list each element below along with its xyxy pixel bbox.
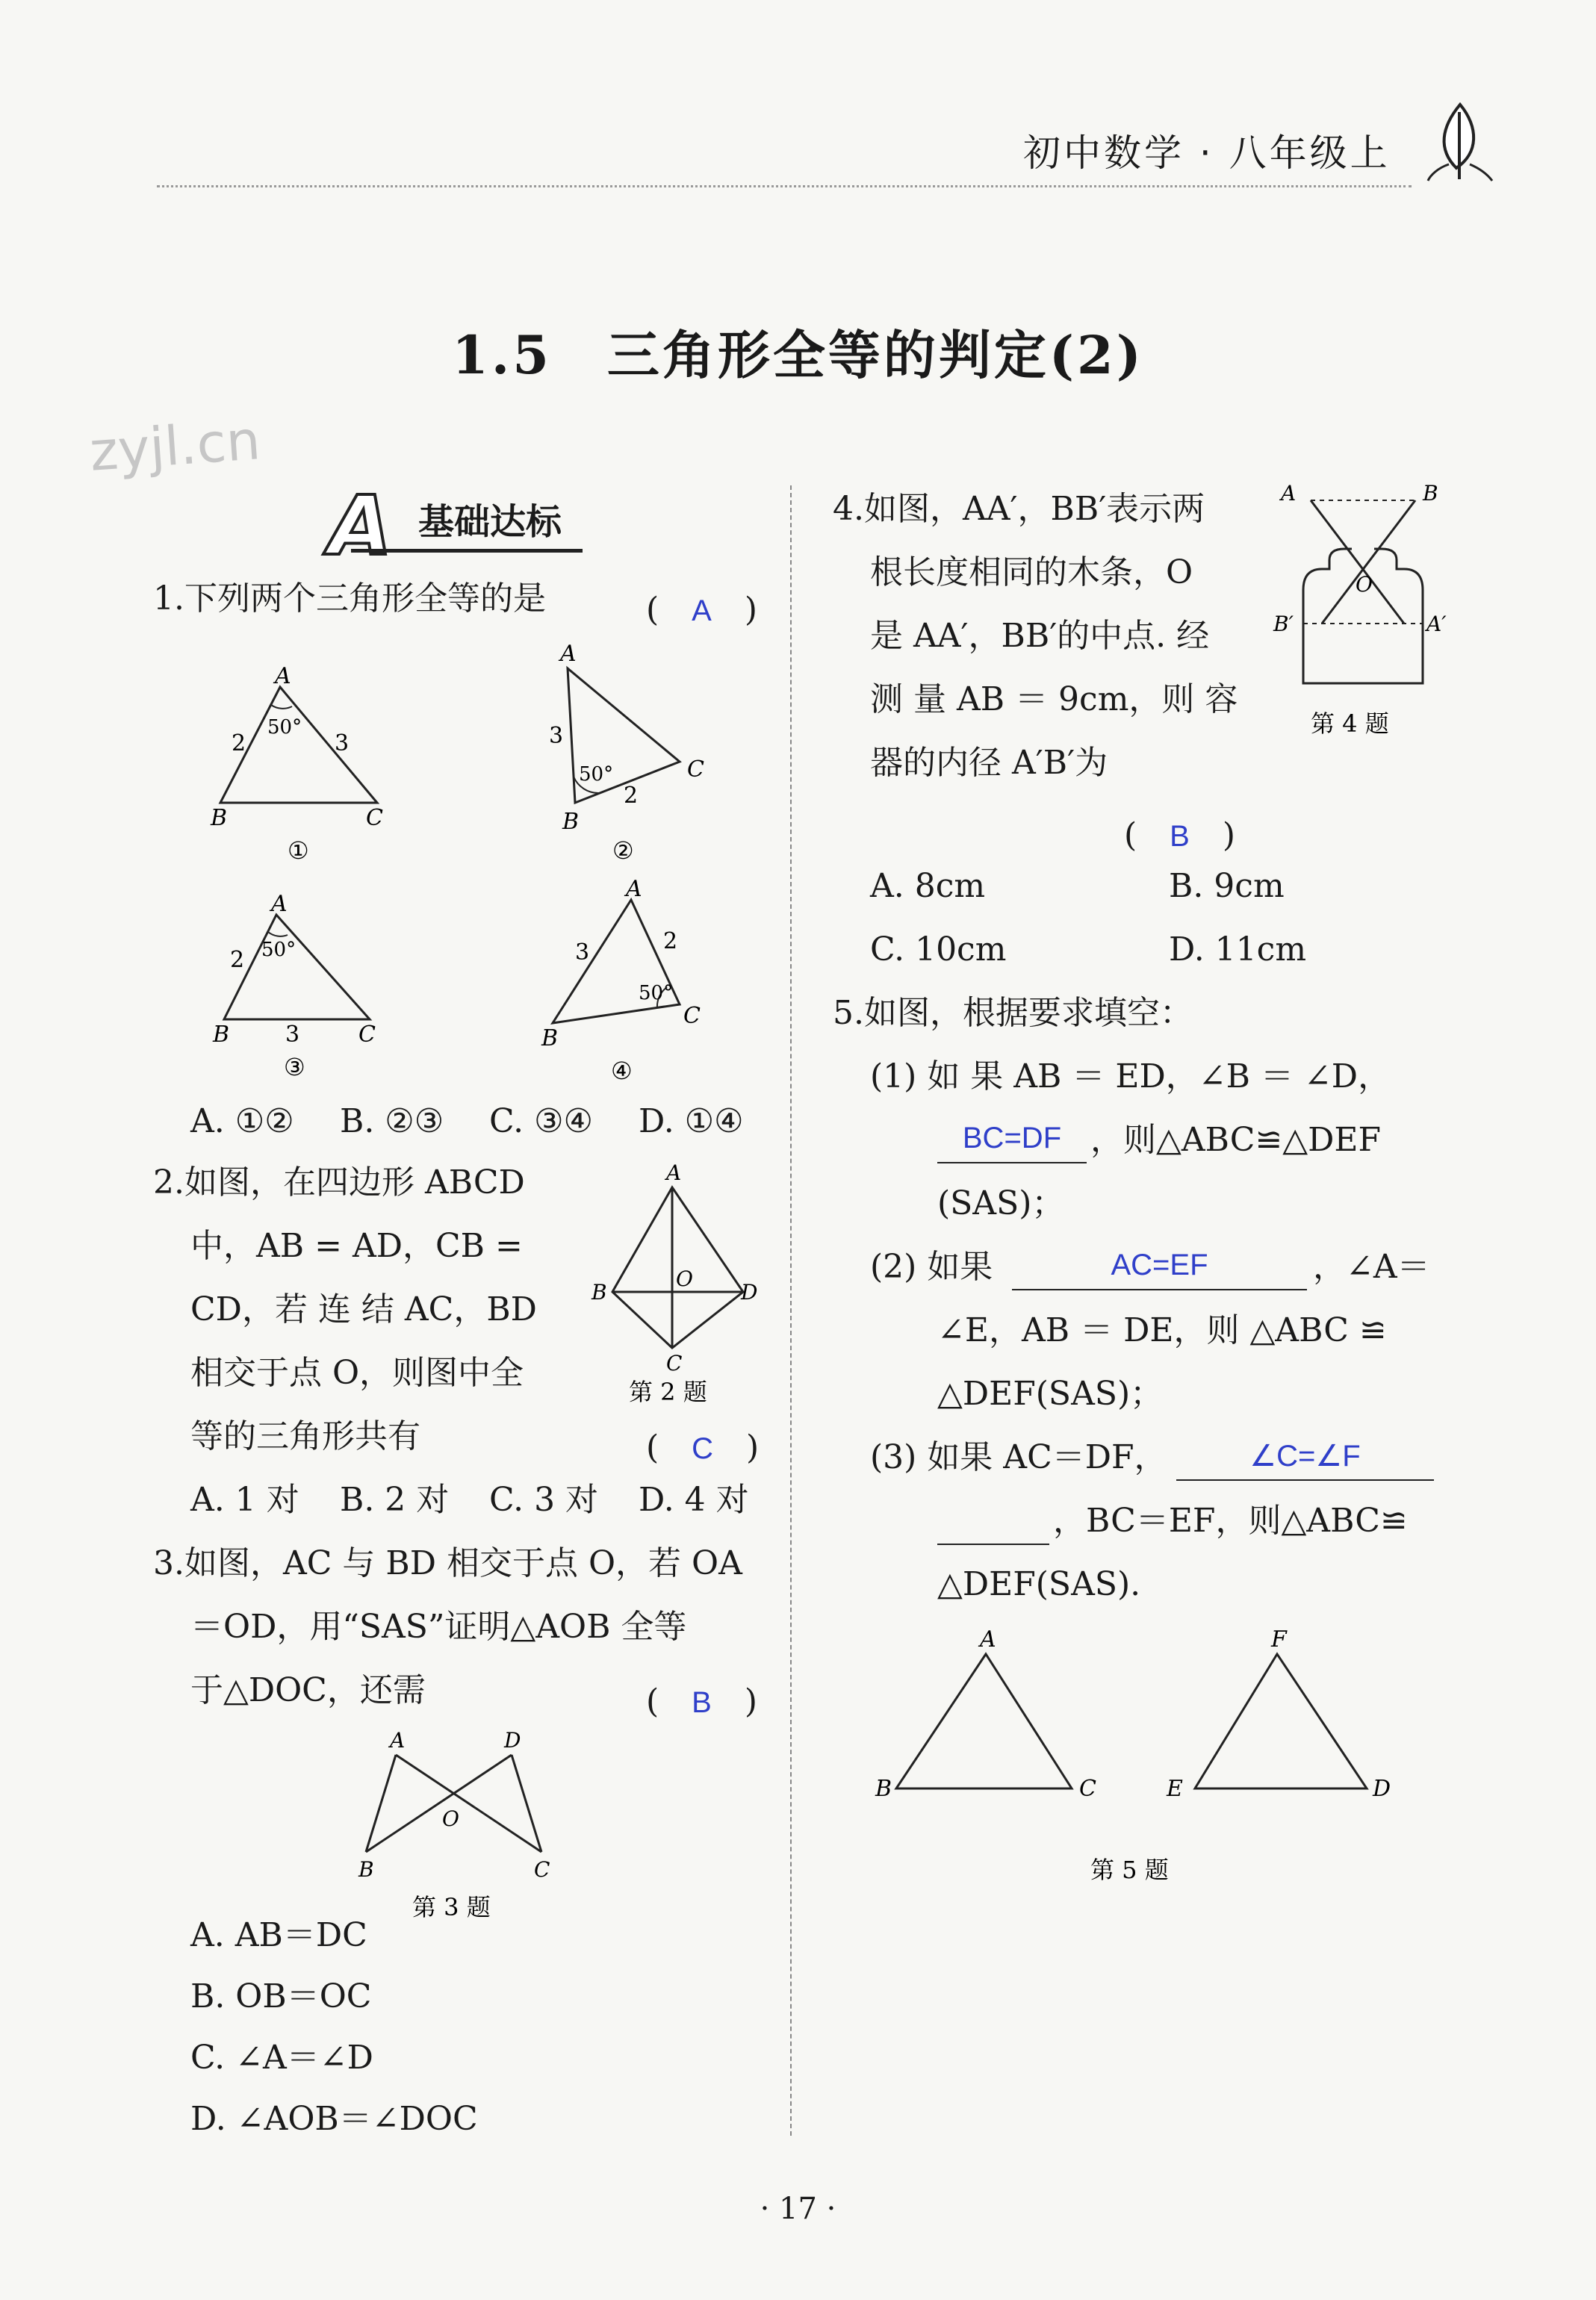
q2-caption: 第 2 题 [629,1378,707,1406]
q1-answer-bracket: ( A ) [646,591,758,629]
q1f1-angle: 50° [267,716,302,739]
q5-part1-answer: BC=DF [962,1122,1062,1154]
q2-option-c: C. 3 对 [489,1481,599,1519]
q2-label-b: B [591,1280,607,1305]
q1f2-caption: ② [612,836,634,865]
q4-line-3: 是 AA′，BB′的中点. 经 [870,617,1210,655]
q1f4-label-a: A [626,876,642,902]
q5-figure [859,1620,1441,1900]
q4-option-b: B. 9cm [1169,867,1285,905]
q3-label-c: C [534,1857,550,1882]
q2-answer: C [692,1432,714,1465]
header-title: 初中数学 · 八年级上 [1023,131,1391,175]
q5-label-f: F [1271,1626,1287,1653]
q5-part2-prefix: (2) 如果 [870,1248,993,1286]
section-letter: A [329,478,393,574]
section-title: 基础达标 [418,501,562,543]
q1f1-side-ab: 2 [232,730,246,756]
q1f4-caption: ④ [611,1057,633,1085]
q5-part3-line3: △DEF(SAS). [937,1565,1141,1603]
section-underline [351,549,583,553]
q2-line-1: 2.如图，在四边形 ABCD [153,1163,525,1202]
q3-answer-bracket: ( B ) [646,1682,758,1721]
q5-label-b: B [875,1776,892,1802]
q1f1-label-a: A [275,665,291,689]
q4-line-4: 测 量 AB ＝ 9cm，则 容 [870,680,1238,718]
q5-caption: 第 5 题 [1090,1856,1169,1884]
q1f3-side-bc: 3 [285,1022,300,1048]
q5-stem: 5.如图，根据要求填空： [833,994,1193,1032]
q1-stem: 1.下列两个三角形全等的是 [153,579,546,618]
q4-option-a: A. 8cm [870,867,986,905]
q1f3-angle: 50° [261,939,296,961]
q4-label-o: O [1356,572,1373,597]
q1-option-b: B. ②③ [340,1102,444,1140]
q4-label-b: B [1423,481,1438,506]
q3-label-b: B [358,1857,374,1882]
q1-option-c: C. ③④ [489,1102,593,1140]
q1-answer: A [692,594,712,627]
q1-figure-1 [202,665,396,884]
q1f3-label-c: C [358,1022,376,1048]
q1f3-caption: ③ [284,1053,305,1081]
q5-part2-line3: △DEF(SAS)； [937,1375,1164,1413]
q2-answer-bracket: ( C ) [646,1429,760,1467]
q1-option-a: A. ①② [190,1102,294,1140]
q5-part2-blank [1012,1249,1307,1290]
header-rule [157,185,1412,187]
q3-label-o: O [442,1806,459,1831]
q2-label-c: C [666,1351,683,1376]
q3-option-b: B. OB＝OC [190,1977,372,2015]
q2-line-2: 中，AB = AD，CB = [190,1227,523,1265]
q1f4-label-c: C [683,1003,701,1029]
q1f3-side-ab: 2 [230,947,245,973]
q5-part2-answer: AC=EF [1111,1249,1208,1281]
q1f1-caption: ① [288,836,309,865]
q1f2-label-c: C [687,756,704,783]
q1f2-angle: 50° [579,763,614,786]
q1f1-label-c: C [366,805,383,831]
q1f3-label-a: A [271,891,288,917]
q3-line-1: 3.如图，AC 与 BD 相交于点 O，若 OA [153,1544,742,1582]
q5-part2-line2: ∠E，AB ＝ DE，则 △ABC ≌ [937,1311,1387,1349]
page-title: 1.5 三角形全等的判定(2) [452,324,1144,386]
q1f4-side-ac: 2 [663,928,678,954]
q1-option-d: D. ①④ [639,1102,744,1140]
watermark: zyjl.cn [87,408,263,483]
q1-figure-4 [530,874,724,1101]
q3-option-d: D. ∠AOB＝∠DOC [190,2100,478,2138]
q1f2-label-a: A [560,641,577,667]
q2-label-o: O [676,1266,693,1291]
q5-part3-prefix: (3) 如果 AC＝DF， [870,1438,1167,1476]
q5-part3-answer: ∠C=∠F [1249,1440,1361,1473]
q1f1-side-ac: 3 [335,730,350,756]
q1-figure-2 [538,635,724,884]
q5-label-d: D [1373,1776,1391,1802]
q2-option-b: B. 2 对 [340,1481,450,1519]
q4-line-5: 器的内径 A′B′为 [870,744,1108,782]
q4-option-c: C. 10cm [870,930,1007,969]
q3-line-3: 于△DOC，还需 [190,1671,426,1709]
q2-label-a: A [666,1160,682,1185]
q3-option-c: C. ∠A＝∠D [190,2039,373,2077]
q4-option-d: D. 11cm [1169,930,1307,969]
q5-part2-suffix: ，∠A＝ [1313,1248,1430,1286]
q5-part1-line1: (1) 如 果 AB ＝ ED，∠B ＝ ∠D， [870,1057,1391,1095]
q3-label-d: D [504,1728,521,1753]
q3-figure [344,1725,583,1930]
q1f4-side-ab: 3 [575,939,590,966]
q4-label-a-prime: A′ [1426,612,1447,636]
q4-answer: B [1170,820,1190,853]
q2-line-4: 相交于点 O，则图中全 [190,1354,524,1392]
q5-part3-blank [1176,1439,1434,1481]
q4-answer-bracket: ( B ) [1124,816,1236,854]
q2-option-a: A. 1 对 [190,1481,299,1519]
q3-label-a: A [390,1728,406,1753]
q2-figure [583,1157,762,1414]
q4-line-2: 根长度相同的木条，O [870,553,1193,591]
q1f4-angle: 50° [639,982,674,1004]
q5-label-c: C [1079,1776,1096,1802]
q2-line-3: CD，若 连 结 AC，BD [190,1290,537,1328]
q5-label-a: A [980,1626,996,1653]
q1f2-label-b: B [562,809,580,835]
q4-line-1: 4.如图，AA′，BB′表示两 [833,490,1205,528]
column-separator [790,485,792,2136]
q3-line-2: ＝OD，用“SAS”证明△AOB 全等 [190,1608,687,1646]
q1f2-side-ab: 3 [549,723,564,749]
q5-part1-line2: ，则△ABC≌△DEF [1090,1121,1382,1159]
q3-answer: B [692,1686,712,1719]
q4-label-b-prime: B′ [1273,612,1294,636]
q5-part3-blank-cont [937,1503,1049,1545]
q2-line-5: 等的三角形共有 [190,1417,420,1455]
q4-figure [1270,478,1464,757]
q3-option-a: A. AB＝DC [190,1916,367,1954]
q1f2-side-bc: 2 [624,783,639,809]
q1f4-label-b: B [541,1025,559,1051]
q1-figure-3 [202,889,396,1101]
q2-option-d: D. 4 对 [639,1481,749,1519]
q4-label-a: A [1281,481,1297,506]
q5-label-e: E [1167,1776,1183,1802]
q5-part1-line3: (SAS)； [937,1184,1065,1222]
q1f3-label-b: B [213,1022,230,1048]
q4-caption: 第 4 题 [1311,709,1389,738]
q5-part3-line2: ，BC＝EF，则△ABC≌ [1053,1502,1408,1540]
page-number: · 17 · [760,2192,836,2226]
q2-label-d: D [741,1280,758,1305]
q3-caption: 第 3 题 [412,1893,491,1921]
q1f1-label-b: B [211,805,228,831]
q5-part1-blank [937,1122,1087,1163]
leaf-icon [1426,97,1494,190]
